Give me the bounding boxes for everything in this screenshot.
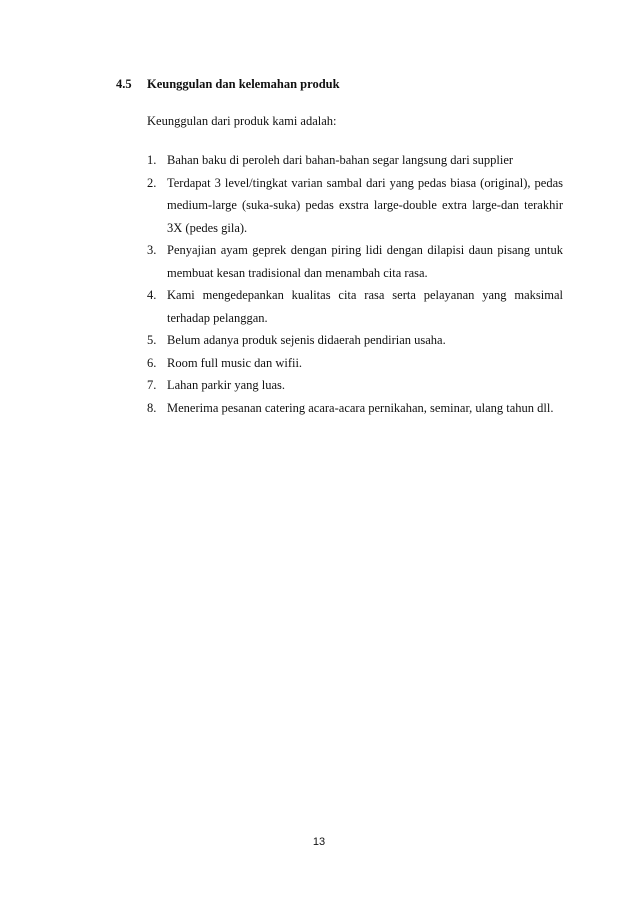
list-item-text: Kami mengedepankan kualitas cita rasa serta pelayanan yang maksimal terhadap pelanggan. xyxy=(167,288,563,325)
section-number: 4.5 xyxy=(116,77,132,91)
list-item-text: Penyajian ayam geprek dengan piring lidi dengan dilapisi daun pisang untuk membuat kesan tradisional dan menambah cita rasa. xyxy=(167,243,563,280)
list-item xyxy=(147,239,563,284)
section-heading xyxy=(116,77,340,92)
list-marker: 7. xyxy=(147,378,157,392)
advantages-list xyxy=(147,149,563,419)
list-item-text: Belum adanya produk sejenis didaerah pendirian usaha. xyxy=(167,333,446,347)
list-item-text: Room full music dan wifii. xyxy=(167,355,303,370)
list-item-text: Menerima pesanan catering acara-acara pernikahan, seminar, ulang tahun dll. xyxy=(167,400,554,415)
list-marker: 6. xyxy=(147,355,157,370)
list-item-text: Terdapat 3 level/tingkat varian sambal dari yang pedas biasa (original), pedas medium-large (suka-suka) pedas exstra large-double extra large-dan terakhir 3X (pedes gila). xyxy=(167,175,563,235)
list-item xyxy=(147,397,563,420)
list-marker: 8. xyxy=(147,400,157,415)
list-item xyxy=(147,284,563,329)
list-item-text: Bahan baku di peroleh dari bahan-bahan segar langsung dari supplier xyxy=(167,153,514,167)
intro-paragraph: Keunggulan dari produk kami adalah: xyxy=(147,114,337,128)
list-item xyxy=(147,149,563,172)
list-marker: 3. xyxy=(147,243,157,257)
list-item xyxy=(147,172,563,240)
list-marker: 2. xyxy=(147,175,157,190)
list-marker: 1. xyxy=(147,153,157,167)
list-item xyxy=(147,352,563,375)
list-marker: 5. xyxy=(147,333,157,347)
list-item xyxy=(147,329,563,352)
list-item xyxy=(147,374,563,397)
section-title: Keunggulan dan kelemahan produk xyxy=(147,77,340,91)
list-marker: 4. xyxy=(147,288,157,302)
page-number: 13 xyxy=(312,836,326,848)
list-item-text: Lahan parkir yang luas. xyxy=(167,378,286,392)
